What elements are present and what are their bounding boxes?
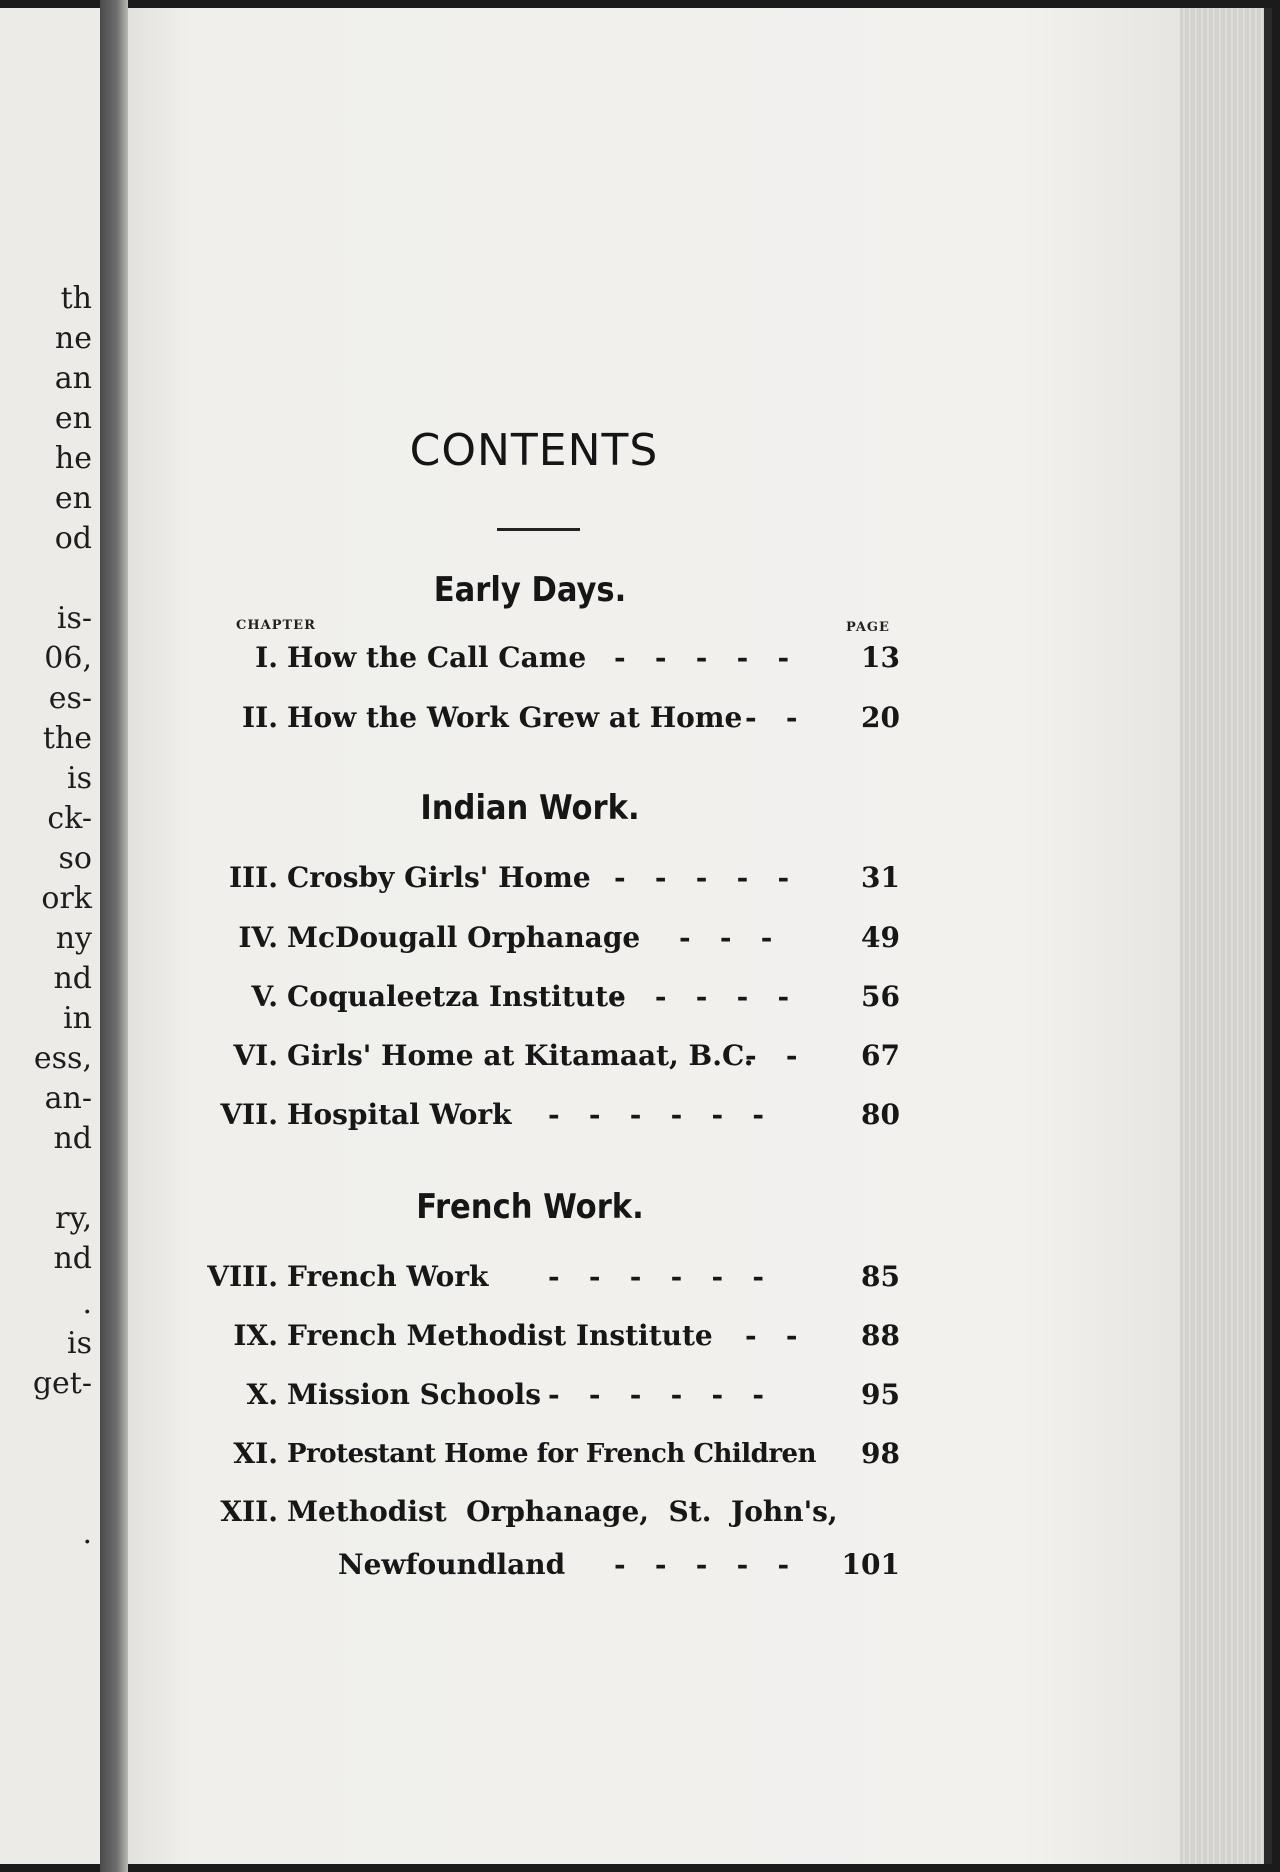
chapter-column-label: CHAPTER	[236, 618, 316, 633]
left-page-fragment: get-	[32, 1366, 92, 1401]
left-page-fragment: an	[54, 361, 92, 396]
toc-entry-continuation	[170, 1545, 900, 1585]
dot-leader: - - - - - -	[548, 1098, 764, 1131]
toc-entry	[170, 858, 900, 898]
left-page-fragment: en	[54, 401, 92, 436]
left-page-fragment: is	[67, 761, 92, 796]
left-page-fragment: in	[63, 1001, 92, 1036]
chapter-title: Girls' Home at Kitamaat, B.C.	[287, 1039, 754, 1072]
left-page-fragment: is	[67, 1326, 92, 1361]
section-heading-early-days: Early Days.	[433, 570, 627, 610]
chapter-title: How the Call Came	[287, 641, 587, 674]
chapter-title: French Work	[287, 1260, 489, 1293]
left-page-fragment: ck-	[47, 801, 92, 836]
page-number: 80	[861, 1098, 900, 1131]
page-number: 13	[861, 641, 900, 674]
toc-entry	[170, 977, 900, 1017]
chapter-title: Coqualeetza Institute	[287, 980, 626, 1013]
toc-entry	[170, 1434, 900, 1474]
chapter-number: VII.	[220, 1098, 278, 1131]
section-heading-indian-work: Indian Work.	[420, 788, 640, 828]
title-rule	[497, 528, 580, 531]
chapter-title: McDougall Orphanage	[287, 921, 641, 954]
left-page-fragment: so	[58, 841, 92, 876]
chapter-number: X.	[246, 1378, 278, 1411]
dot-leader: - - - - -	[614, 980, 790, 1013]
page-number: 67	[861, 1039, 900, 1072]
toc-entry	[170, 1036, 900, 1076]
toc-entry	[170, 918, 900, 958]
left-page-fragment: the	[42, 721, 92, 756]
left-page-fragment: ne	[54, 321, 92, 356]
page-number: 49	[861, 921, 900, 954]
chapter-number: III.	[228, 861, 278, 894]
chapter-number: XI.	[233, 1437, 278, 1470]
page-number: 88	[861, 1319, 900, 1352]
left-page-fragment: ny	[55, 921, 92, 956]
page-number: 20	[861, 701, 900, 734]
chapter-title: Crosby Girls' Home	[287, 861, 591, 894]
toc-entry	[170, 1257, 900, 1297]
toc-entry	[170, 638, 900, 678]
page-number: 101	[841, 1548, 900, 1581]
dot-leader: - - - - - -	[548, 1260, 764, 1293]
page-edges	[1180, 8, 1272, 1864]
toc-entry	[170, 698, 900, 738]
page-column-label: PAGE	[846, 620, 890, 635]
chapter-number: V.	[251, 980, 278, 1013]
page-number: 85	[861, 1260, 900, 1293]
chapter-title: Mission Schools	[287, 1378, 541, 1411]
dot-leader: - -	[745, 1039, 798, 1072]
toc-entry	[170, 1316, 900, 1356]
left-page-fragment: en	[54, 481, 92, 516]
toc-entry	[170, 1095, 900, 1135]
dot-leader: - - - - - -	[548, 1378, 764, 1411]
page-number: 56	[861, 980, 900, 1013]
section-heading-french-work: French Work.	[416, 1187, 644, 1227]
left-page-fragment: an-	[44, 1081, 92, 1116]
chapter-number: XII.	[220, 1495, 278, 1528]
dot-leader: - -	[745, 701, 798, 734]
page-number: 98	[861, 1437, 900, 1470]
left-page-fragment: od	[54, 521, 92, 556]
chapter-title: French Methodist Institute	[287, 1319, 713, 1352]
page-title: CONTENTS	[409, 425, 659, 476]
left-page-fragment: he	[54, 441, 92, 476]
left-page-fragment: es-	[48, 681, 92, 716]
page-number: 31	[861, 861, 900, 894]
left-page-fragment: is-	[56, 601, 92, 636]
chapter-title: Methodist Orphanage, St. John's,	[287, 1495, 838, 1528]
left-page-fragment: nd	[53, 1241, 92, 1276]
chapter-title: Hospital Work	[287, 1098, 512, 1131]
chapter-number: VIII.	[207, 1260, 278, 1293]
chapter-title: How the Work Grew at Home	[287, 701, 743, 734]
left-page-fragment: .	[82, 1286, 92, 1321]
left-page-fragment: .	[82, 1516, 92, 1551]
left-page-fragment: nd	[53, 1121, 92, 1156]
chapter-title-continuation: Newfoundland	[338, 1548, 566, 1581]
dot-leader: - - - - -	[614, 1548, 790, 1581]
left-page-fragment: 06,	[44, 641, 92, 676]
chapter-number: II.	[242, 701, 278, 734]
dot-leader: - -	[745, 1319, 798, 1352]
left-page-fragment: ry,	[55, 1201, 92, 1236]
chapter-title: Protestant Home for French Children	[287, 1439, 816, 1469]
left-page	[0, 8, 100, 1864]
chapter-number: IV.	[238, 921, 278, 954]
toc-entry	[170, 1492, 900, 1532]
dot-leader: - - - - -	[614, 861, 790, 894]
page-number: 95	[861, 1378, 900, 1411]
chapter-number: VI.	[233, 1039, 278, 1072]
left-page-fragment: nd	[53, 961, 92, 996]
toc-entry	[170, 1375, 900, 1415]
left-page-fragment: ork	[41, 881, 92, 916]
left-page-fragment: ess,	[33, 1041, 92, 1076]
gutter-shadow	[100, 0, 128, 1872]
left-page-fragment: th	[60, 281, 92, 316]
chapter-number: IX.	[233, 1319, 278, 1352]
dot-leader: - - - - -	[614, 641, 790, 674]
dot-leader: - - -	[679, 921, 773, 954]
chapter-number: I.	[255, 641, 278, 674]
